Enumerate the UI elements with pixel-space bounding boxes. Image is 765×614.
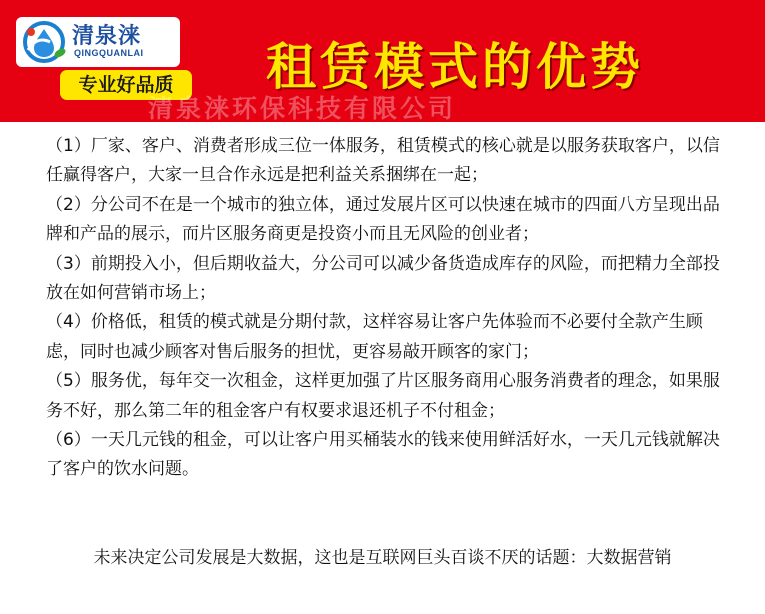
- advantage-paragraph-6: （6）一天几元钱的租金，可以让客户用买桶装水的钱来使用鲜活好水，一天几元钱就解决了客户的饮水问题。: [46, 430, 720, 480]
- quality-badge: 专业好品质: [60, 70, 192, 100]
- advantage-paragraph-4: （4）价格低，租赁的模式就是分期付款，这样容易让客户先体验而不必要付全款产生顾虑，同时也减少顾客对售后服务的担忧，更容易敲开顾客的家门；: [46, 312, 703, 362]
- company-watermark: 清泉涞环保科技有限公司: [148, 94, 457, 122]
- advantage-paragraph-5: （5）服务优，每年交一次租金，这样更加强了片区服务商用心服务消费者的理念，如果服务不好，那么第二年的租金客户有权要求退还机子不付租金；: [46, 371, 720, 421]
- company-logo: [16, 17, 180, 67]
- logo-pinyin: QINGQUANLAI: [74, 48, 144, 58]
- advantage-paragraph-2: （2）分公司不在是一个城市的独立体，通过发展片区可以快速在城市的四面八方呈现出品牌和产品的展示，而片区服务商更是投资小而且无风险的创业者；: [46, 194, 720, 245]
- advantage-paragraph-3: （3）前期投入小，但后期收益大，分公司可以减少备货造成库存的风险，而把精力全部投放在如何营销市场上；: [46, 253, 720, 304]
- advantages-list: [46, 132, 736, 485]
- logo-name: 清泉涞: [72, 24, 142, 49]
- water-drop-logo-icon: [20, 20, 70, 64]
- advantage-paragraph-1: （1）厂家、客户、消费者形成三位一体服务，租赁模式的核心就是以服务获取客户，以信任赢得客户，大家一旦合作永远是把利益关系捆绑在一起；: [46, 136, 720, 186]
- page-title: 租赁模式的优势: [266, 38, 644, 96]
- header-banner: [0, 0, 765, 122]
- closing-statement: 未来决定公司发展是大数据，这也是互联网巨头百谈不厌的话题：大数据营销: [93, 548, 672, 568]
